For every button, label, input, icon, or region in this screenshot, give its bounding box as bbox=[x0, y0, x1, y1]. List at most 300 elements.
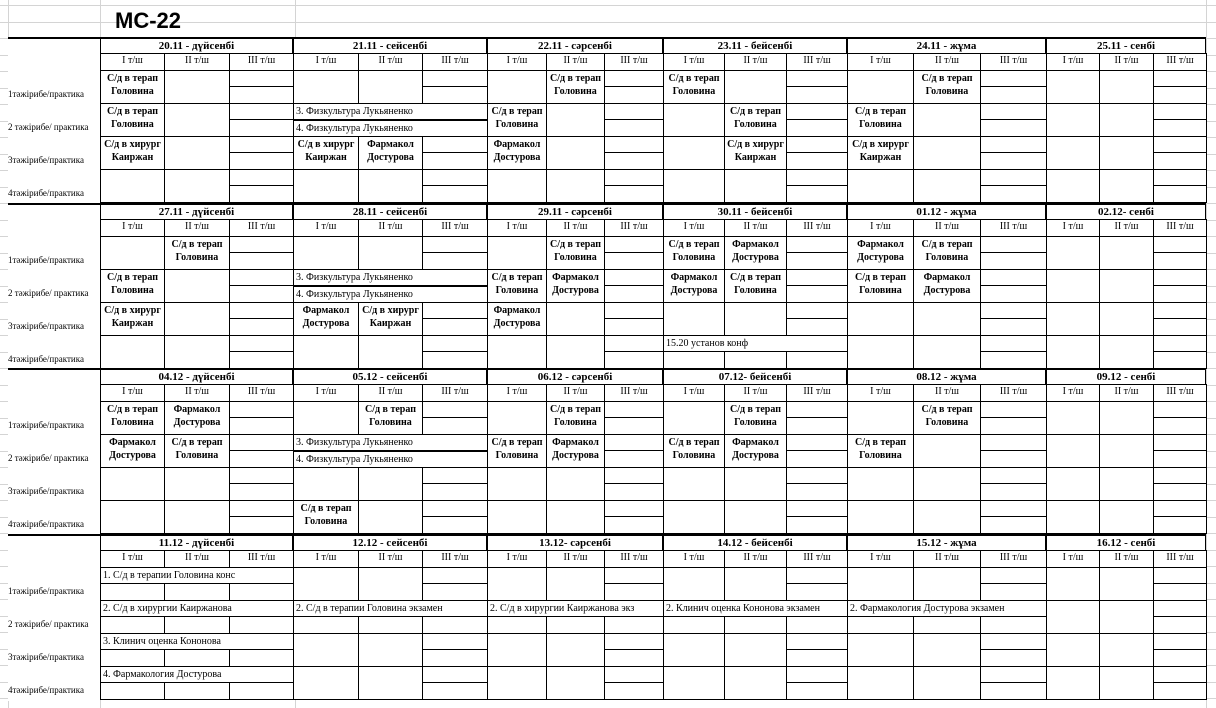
empty-cell[interactable] bbox=[786, 649, 848, 667]
empty-cell[interactable] bbox=[1099, 600, 1154, 634]
empty-cell[interactable] bbox=[980, 119, 1047, 137]
schedule-entry[interactable]: С/д в терап Головина bbox=[100, 401, 165, 435]
empty-cell[interactable] bbox=[229, 516, 294, 534]
empty-cell[interactable] bbox=[786, 401, 848, 418]
empty-cell[interactable] bbox=[1153, 302, 1207, 319]
empty-cell[interactable] bbox=[229, 169, 294, 186]
schedule-entry[interactable]: 4. Физкультура Лукьяненко bbox=[293, 120, 488, 137]
empty-cell[interactable] bbox=[487, 567, 547, 601]
empty-cell[interactable] bbox=[1153, 86, 1207, 104]
empty-cell[interactable] bbox=[358, 236, 423, 270]
empty-cell[interactable] bbox=[786, 185, 848, 203]
empty-cell[interactable] bbox=[980, 616, 1047, 634]
slot-header[interactable]: ІІІ т/ш bbox=[1153, 219, 1207, 237]
day-header[interactable]: 21.11 - сейсенбі bbox=[293, 37, 487, 54]
schedule-entry[interactable]: Фармакол Достурова bbox=[724, 434, 787, 468]
slot-header[interactable]: ІІІ т/ш bbox=[786, 550, 848, 568]
empty-cell[interactable] bbox=[786, 119, 848, 137]
schedule-entry[interactable]: Фармакол Достурова bbox=[663, 269, 725, 303]
slot-header[interactable]: ІІІ т/ш bbox=[422, 53, 488, 71]
empty-cell[interactable] bbox=[164, 500, 230, 534]
schedule-entry[interactable]: Фармакол Достурова bbox=[487, 302, 547, 336]
empty-cell[interactable] bbox=[422, 666, 488, 683]
empty-cell[interactable] bbox=[1046, 169, 1100, 203]
schedule-entry[interactable]: С/д в терап Головина bbox=[100, 269, 165, 303]
empty-cell[interactable] bbox=[786, 483, 848, 501]
empty-cell[interactable] bbox=[1153, 483, 1207, 501]
empty-cell[interactable] bbox=[847, 401, 914, 435]
schedule-entry[interactable]: С/д в терап Головина bbox=[847, 269, 914, 303]
schedule-entry[interactable]: 3. Физкультура Лукьяненко bbox=[293, 269, 488, 286]
empty-cell[interactable] bbox=[980, 269, 1047, 286]
empty-cell[interactable] bbox=[1099, 335, 1154, 369]
empty-cell[interactable] bbox=[1099, 103, 1154, 137]
empty-cell[interactable] bbox=[913, 500, 981, 534]
slot-header[interactable]: ІІІ т/ш bbox=[229, 550, 294, 568]
empty-cell[interactable] bbox=[604, 516, 664, 534]
slot-header[interactable]: ІІІ т/ш bbox=[980, 384, 1047, 402]
empty-cell[interactable] bbox=[422, 86, 488, 104]
slot-header[interactable]: ІІІ т/ш bbox=[786, 384, 848, 402]
empty-cell[interactable] bbox=[100, 335, 165, 369]
schedule-entry[interactable]: 2. С/д в хирургии Каиржанова экз bbox=[487, 600, 664, 617]
empty-cell[interactable] bbox=[229, 682, 294, 700]
empty-cell[interactable] bbox=[1153, 269, 1207, 286]
empty-cell[interactable] bbox=[604, 70, 664, 87]
empty-cell[interactable] bbox=[1046, 500, 1100, 534]
day-header[interactable]: 28.11 - сейсенбі bbox=[293, 203, 487, 220]
empty-cell[interactable] bbox=[422, 682, 488, 700]
empty-cell[interactable] bbox=[786, 633, 848, 650]
slot-header[interactable]: ІІІ т/ш bbox=[980, 550, 1047, 568]
empty-cell[interactable] bbox=[422, 583, 488, 601]
empty-cell[interactable] bbox=[487, 633, 547, 667]
empty-cell[interactable] bbox=[422, 252, 488, 270]
empty-cell[interactable] bbox=[229, 86, 294, 104]
slot-header[interactable]: ІІ т/ш bbox=[1099, 53, 1154, 71]
schedule-entry[interactable]: Фармакол Достурова bbox=[724, 236, 787, 270]
empty-cell[interactable] bbox=[487, 467, 547, 501]
day-header[interactable]: 02.12- сенбі bbox=[1046, 203, 1206, 220]
empty-cell[interactable] bbox=[229, 70, 294, 87]
slot-header[interactable]: І т/ш bbox=[100, 53, 165, 71]
schedule-entry[interactable]: С/д в терап Головина bbox=[164, 236, 230, 270]
day-header[interactable]: 08.12 - жұма bbox=[847, 368, 1046, 385]
empty-cell[interactable] bbox=[786, 136, 848, 153]
empty-cell[interactable] bbox=[1153, 516, 1207, 534]
day-header[interactable]: 22.11 - сәрсенбі bbox=[487, 37, 663, 54]
empty-cell[interactable] bbox=[604, 633, 664, 650]
empty-cell[interactable] bbox=[358, 467, 423, 501]
slot-header[interactable]: ІІІ т/ш bbox=[229, 384, 294, 402]
empty-cell[interactable] bbox=[786, 236, 848, 253]
empty-cell[interactable] bbox=[164, 136, 230, 170]
empty-cell[interactable] bbox=[724, 467, 787, 501]
schedule-entry[interactable]: 2. С/д в терапии Головина экзамен bbox=[293, 600, 488, 617]
empty-cell[interactable] bbox=[164, 302, 230, 336]
schedule-entry[interactable]: 4. Физкультура Лукьяненко bbox=[293, 286, 488, 303]
empty-cell[interactable] bbox=[358, 169, 423, 203]
empty-cell[interactable] bbox=[786, 269, 848, 286]
empty-cell[interactable] bbox=[1099, 169, 1154, 203]
empty-cell[interactable] bbox=[1099, 467, 1154, 501]
empty-cell[interactable] bbox=[913, 434, 981, 468]
day-header[interactable]: 24.11 - жұма bbox=[847, 37, 1046, 54]
empty-cell[interactable] bbox=[724, 500, 787, 534]
empty-cell[interactable] bbox=[229, 285, 294, 303]
empty-cell[interactable] bbox=[487, 70, 547, 104]
empty-cell[interactable] bbox=[358, 335, 423, 369]
empty-cell[interactable] bbox=[229, 351, 294, 369]
empty-cell[interactable] bbox=[1099, 633, 1154, 667]
empty-cell[interactable] bbox=[229, 467, 294, 484]
slot-header[interactable]: ІІ т/ш bbox=[164, 219, 230, 237]
schedule-entry[interactable]: С/д в терап Головина bbox=[164, 434, 230, 468]
empty-cell[interactable] bbox=[487, 169, 547, 203]
empty-cell[interactable] bbox=[358, 70, 423, 104]
empty-cell[interactable] bbox=[422, 516, 488, 534]
empty-cell[interactable] bbox=[786, 86, 848, 104]
schedule-entry[interactable]: С/д в терап Головина bbox=[913, 401, 981, 435]
empty-cell[interactable] bbox=[980, 302, 1047, 319]
empty-cell[interactable] bbox=[546, 567, 605, 601]
empty-cell[interactable] bbox=[1153, 616, 1207, 634]
schedule-entry[interactable]: 2. Фармакология Достурова экзамен bbox=[847, 600, 1047, 617]
empty-cell[interactable] bbox=[786, 152, 848, 170]
empty-cell[interactable] bbox=[663, 136, 725, 170]
empty-cell[interactable] bbox=[229, 318, 294, 336]
empty-cell[interactable] bbox=[913, 302, 981, 336]
empty-cell[interactable] bbox=[663, 500, 725, 534]
schedule-entry[interactable]: С/д в терап Головина bbox=[100, 103, 165, 137]
slot-header[interactable]: ІІІ т/ш bbox=[786, 53, 848, 71]
empty-cell[interactable] bbox=[422, 302, 488, 319]
empty-cell[interactable] bbox=[980, 185, 1047, 203]
empty-cell[interactable] bbox=[980, 450, 1047, 468]
empty-cell[interactable] bbox=[724, 302, 787, 336]
schedule-entry[interactable]: 2. Клинич оценка Кононова экзамен bbox=[663, 600, 848, 617]
empty-cell[interactable] bbox=[604, 86, 664, 104]
empty-cell[interactable] bbox=[980, 467, 1047, 484]
schedule-entry[interactable]: С/д в терап Головина bbox=[663, 434, 725, 468]
schedule-entry[interactable]: 3. Физкультура Лукьяненко bbox=[293, 103, 488, 120]
empty-cell[interactable] bbox=[604, 500, 664, 517]
schedule-entry[interactable]: С/д в терап Головина bbox=[724, 401, 787, 435]
schedule-entry[interactable]: С/д в хирург Каиржан bbox=[724, 136, 787, 170]
slot-header[interactable]: ІІІ т/ш bbox=[604, 550, 664, 568]
slot-header[interactable]: ІІ т/ш bbox=[358, 53, 423, 71]
empty-cell[interactable] bbox=[847, 567, 914, 601]
empty-cell[interactable] bbox=[913, 567, 981, 601]
empty-cell[interactable] bbox=[1153, 417, 1207, 435]
empty-cell[interactable] bbox=[422, 417, 488, 435]
empty-cell[interactable] bbox=[847, 70, 914, 104]
empty-cell[interactable] bbox=[229, 302, 294, 319]
slot-header[interactable]: ІІ т/ш bbox=[164, 53, 230, 71]
empty-cell[interactable] bbox=[229, 236, 294, 253]
schedule-entry[interactable]: С/д в терап Головина bbox=[487, 103, 547, 137]
empty-cell[interactable] bbox=[100, 467, 165, 501]
slot-header[interactable]: І т/ш bbox=[100, 384, 165, 402]
empty-cell[interactable] bbox=[604, 103, 664, 120]
empty-cell[interactable] bbox=[786, 285, 848, 303]
slot-header[interactable]: ІІІ т/ш bbox=[229, 219, 294, 237]
empty-cell[interactable] bbox=[1046, 567, 1100, 601]
empty-cell[interactable] bbox=[786, 351, 848, 369]
empty-cell[interactable] bbox=[358, 500, 423, 534]
empty-cell[interactable] bbox=[164, 269, 230, 303]
empty-cell[interactable] bbox=[546, 467, 605, 501]
empty-cell[interactable] bbox=[422, 136, 488, 153]
empty-cell[interactable] bbox=[422, 236, 488, 253]
empty-cell[interactable] bbox=[663, 467, 725, 501]
slot-header[interactable]: І т/ш bbox=[487, 550, 547, 568]
slot-header[interactable]: І т/ш bbox=[100, 550, 165, 568]
slot-header[interactable]: І т/ш bbox=[847, 550, 914, 568]
empty-cell[interactable] bbox=[293, 567, 359, 601]
empty-cell[interactable] bbox=[422, 185, 488, 203]
empty-cell[interactable] bbox=[604, 185, 664, 203]
empty-cell[interactable] bbox=[546, 335, 605, 369]
empty-cell[interactable] bbox=[229, 252, 294, 270]
empty-cell[interactable] bbox=[604, 483, 664, 501]
day-header[interactable]: 12.12 - сейсенбі bbox=[293, 534, 487, 551]
empty-cell[interactable] bbox=[604, 285, 664, 303]
empty-cell[interactable] bbox=[229, 119, 294, 137]
empty-cell[interactable] bbox=[164, 169, 230, 203]
slot-header[interactable]: ІІІ т/ш bbox=[1153, 53, 1207, 71]
slot-header[interactable]: ІІІ т/ш bbox=[604, 53, 664, 71]
empty-cell[interactable] bbox=[487, 236, 547, 270]
empty-cell[interactable] bbox=[422, 335, 488, 352]
schedule-entry[interactable]: 4. Фармакология Достурова bbox=[100, 666, 294, 683]
empty-cell[interactable] bbox=[422, 169, 488, 186]
schedule-entry[interactable]: С/д в терап Головина bbox=[358, 401, 423, 435]
empty-cell[interactable] bbox=[1046, 103, 1100, 137]
empty-cell[interactable] bbox=[1153, 583, 1207, 601]
empty-cell[interactable] bbox=[980, 103, 1047, 120]
slot-header[interactable]: ІІ т/ш bbox=[724, 219, 787, 237]
empty-cell[interactable] bbox=[980, 70, 1047, 87]
schedule-entry[interactable]: Фармакол Достурова bbox=[546, 434, 605, 468]
day-header[interactable]: 15.12 - жұма bbox=[847, 534, 1046, 551]
empty-cell[interactable] bbox=[229, 649, 294, 667]
slot-header[interactable]: ІІ т/ш bbox=[913, 550, 981, 568]
empty-cell[interactable] bbox=[724, 633, 787, 667]
empty-cell[interactable] bbox=[1099, 70, 1154, 104]
empty-cell[interactable] bbox=[1153, 335, 1207, 352]
empty-cell[interactable] bbox=[229, 417, 294, 435]
empty-cell[interactable] bbox=[229, 500, 294, 517]
slot-header[interactable]: ІІ т/ш bbox=[164, 384, 230, 402]
empty-cell[interactable] bbox=[724, 70, 787, 104]
schedule-entry[interactable]: 4. Физкультура Лукьяненко bbox=[293, 451, 488, 468]
empty-cell[interactable] bbox=[1153, 152, 1207, 170]
slot-header[interactable]: ІІ т/ш bbox=[358, 384, 423, 402]
empty-cell[interactable] bbox=[786, 516, 848, 534]
empty-cell[interactable] bbox=[604, 450, 664, 468]
empty-cell[interactable] bbox=[1046, 401, 1100, 435]
slot-header[interactable]: ІІ т/ш bbox=[724, 53, 787, 71]
empty-cell[interactable] bbox=[1153, 649, 1207, 667]
slot-header[interactable]: І т/ш bbox=[1046, 550, 1100, 568]
schedule-entry[interactable]: С/д в хирург Каиржан bbox=[293, 136, 359, 170]
empty-cell[interactable] bbox=[229, 152, 294, 170]
empty-cell[interactable] bbox=[604, 152, 664, 170]
empty-cell[interactable] bbox=[913, 633, 981, 667]
empty-cell[interactable] bbox=[229, 136, 294, 153]
empty-cell[interactable] bbox=[1046, 136, 1100, 170]
empty-cell[interactable] bbox=[604, 434, 664, 451]
empty-cell[interactable] bbox=[786, 467, 848, 484]
empty-cell[interactable] bbox=[546, 302, 605, 336]
empty-cell[interactable] bbox=[724, 666, 787, 700]
empty-cell[interactable] bbox=[663, 666, 725, 700]
empty-cell[interactable] bbox=[1153, 136, 1207, 153]
empty-cell[interactable] bbox=[164, 70, 230, 104]
schedule-entry[interactable]: Фармакол Достурова bbox=[358, 136, 423, 170]
slot-header[interactable]: І т/ш bbox=[847, 384, 914, 402]
schedule-entry[interactable]: С/д в терап Головина bbox=[293, 500, 359, 534]
empty-cell[interactable] bbox=[786, 567, 848, 584]
empty-cell[interactable] bbox=[786, 169, 848, 186]
empty-cell[interactable] bbox=[604, 169, 664, 186]
empty-cell[interactable] bbox=[1153, 500, 1207, 517]
empty-cell[interactable] bbox=[604, 318, 664, 336]
slot-header[interactable]: І т/ш bbox=[1046, 384, 1100, 402]
slot-header[interactable]: ІІІ т/ш bbox=[604, 384, 664, 402]
empty-cell[interactable] bbox=[229, 185, 294, 203]
empty-cell[interactable] bbox=[604, 417, 664, 435]
empty-cell[interactable] bbox=[786, 318, 848, 336]
empty-cell[interactable] bbox=[980, 682, 1047, 700]
schedule-entry[interactable]: С/д в терап Головина bbox=[724, 103, 787, 137]
slot-header[interactable]: ІІ т/ш bbox=[546, 384, 605, 402]
empty-cell[interactable] bbox=[1153, 236, 1207, 253]
empty-cell[interactable] bbox=[980, 169, 1047, 186]
empty-cell[interactable] bbox=[1153, 185, 1207, 203]
empty-cell[interactable] bbox=[604, 252, 664, 270]
empty-cell[interactable] bbox=[980, 252, 1047, 270]
empty-cell[interactable] bbox=[422, 483, 488, 501]
empty-cell[interactable] bbox=[546, 666, 605, 700]
slot-header[interactable]: І т/ш bbox=[663, 550, 725, 568]
empty-cell[interactable] bbox=[546, 500, 605, 534]
empty-cell[interactable] bbox=[847, 666, 914, 700]
empty-cell[interactable] bbox=[847, 633, 914, 667]
empty-cell[interactable] bbox=[487, 500, 547, 534]
schedule-entry[interactable]: 3. Клинич оценка Кононова bbox=[100, 633, 294, 650]
empty-cell[interactable] bbox=[604, 467, 664, 484]
slot-header[interactable]: ІІІ т/ш bbox=[229, 53, 294, 71]
empty-cell[interactable] bbox=[1099, 401, 1154, 435]
empty-cell[interactable] bbox=[229, 616, 294, 634]
day-header[interactable]: 29.11 - сәрсенбі bbox=[487, 203, 663, 220]
slot-header[interactable]: І т/ш bbox=[487, 384, 547, 402]
empty-cell[interactable] bbox=[1046, 236, 1100, 270]
slot-header[interactable]: І т/ш bbox=[663, 53, 725, 71]
empty-cell[interactable] bbox=[604, 302, 664, 319]
slot-header[interactable]: ІІ т/ш bbox=[913, 219, 981, 237]
empty-cell[interactable] bbox=[422, 500, 488, 517]
slot-header[interactable]: ІІ т/ш bbox=[724, 550, 787, 568]
empty-cell[interactable] bbox=[1153, 318, 1207, 336]
empty-cell[interactable] bbox=[786, 666, 848, 683]
slot-header[interactable]: І т/ш bbox=[293, 550, 359, 568]
schedule-entry[interactable]: 3. Физкультура Лукьяненко bbox=[293, 434, 488, 451]
slot-header[interactable]: І т/ш bbox=[100, 219, 165, 237]
empty-cell[interactable] bbox=[724, 567, 787, 601]
empty-cell[interactable] bbox=[422, 318, 488, 336]
empty-cell[interactable] bbox=[1046, 633, 1100, 667]
schedule-entry[interactable]: С/д в терап Головина bbox=[663, 236, 725, 270]
slot-header[interactable]: І т/ш bbox=[663, 384, 725, 402]
empty-cell[interactable] bbox=[293, 335, 359, 369]
day-header[interactable]: 30.11 - бейсенбі bbox=[663, 203, 847, 220]
empty-cell[interactable] bbox=[422, 351, 488, 369]
day-header[interactable]: 14.12 - бейсенбі bbox=[663, 534, 847, 551]
slot-header[interactable]: І т/ш bbox=[293, 384, 359, 402]
slot-header[interactable]: І т/ш bbox=[293, 53, 359, 71]
empty-cell[interactable] bbox=[1153, 450, 1207, 468]
empty-cell[interactable] bbox=[358, 633, 423, 667]
empty-cell[interactable] bbox=[913, 169, 981, 203]
schedule-entry[interactable]: Фармакол Достурова bbox=[293, 302, 359, 336]
empty-cell[interactable] bbox=[980, 417, 1047, 435]
empty-cell[interactable] bbox=[847, 169, 914, 203]
empty-cell[interactable] bbox=[913, 335, 981, 369]
slot-header[interactable]: І т/ш bbox=[293, 219, 359, 237]
schedule-entry[interactable]: 1. С/д в терапии Головина конс bbox=[100, 567, 294, 584]
empty-cell[interactable] bbox=[293, 70, 359, 104]
empty-cell[interactable] bbox=[1153, 351, 1207, 369]
empty-cell[interactable] bbox=[1099, 302, 1154, 336]
empty-cell[interactable] bbox=[229, 335, 294, 352]
empty-cell[interactable] bbox=[487, 401, 547, 435]
empty-cell[interactable] bbox=[293, 666, 359, 700]
empty-cell[interactable] bbox=[604, 136, 664, 153]
empty-cell[interactable] bbox=[546, 169, 605, 203]
empty-cell[interactable] bbox=[487, 666, 547, 700]
empty-cell[interactable] bbox=[786, 252, 848, 270]
empty-cell[interactable] bbox=[422, 70, 488, 87]
empty-cell[interactable] bbox=[913, 103, 981, 137]
empty-cell[interactable] bbox=[1153, 600, 1207, 617]
schedule-entry[interactable]: Фармакол Достурова bbox=[546, 269, 605, 303]
empty-cell[interactable] bbox=[847, 467, 914, 501]
empty-cell[interactable] bbox=[786, 302, 848, 319]
empty-cell[interactable] bbox=[1099, 434, 1154, 468]
schedule-entry[interactable]: С/д в терап Головина bbox=[663, 70, 725, 104]
empty-cell[interactable] bbox=[1153, 434, 1207, 451]
slot-header[interactable]: ІІ т/ш bbox=[913, 53, 981, 71]
empty-cell[interactable] bbox=[913, 136, 981, 170]
empty-cell[interactable] bbox=[1153, 252, 1207, 270]
empty-cell[interactable] bbox=[293, 401, 359, 435]
empty-cell[interactable] bbox=[980, 633, 1047, 650]
schedule-entry[interactable]: С/д в терап Головина bbox=[546, 70, 605, 104]
schedule-entry[interactable]: С/д в терап Головина bbox=[913, 70, 981, 104]
empty-cell[interactable] bbox=[546, 136, 605, 170]
slot-header[interactable]: ІІІ т/ш bbox=[422, 550, 488, 568]
empty-cell[interactable] bbox=[1046, 600, 1100, 634]
empty-cell[interactable] bbox=[786, 500, 848, 517]
empty-cell[interactable] bbox=[980, 483, 1047, 501]
empty-cell[interactable] bbox=[786, 70, 848, 87]
empty-cell[interactable] bbox=[1046, 467, 1100, 501]
empty-cell[interactable] bbox=[1099, 236, 1154, 270]
empty-cell[interactable] bbox=[663, 567, 725, 601]
